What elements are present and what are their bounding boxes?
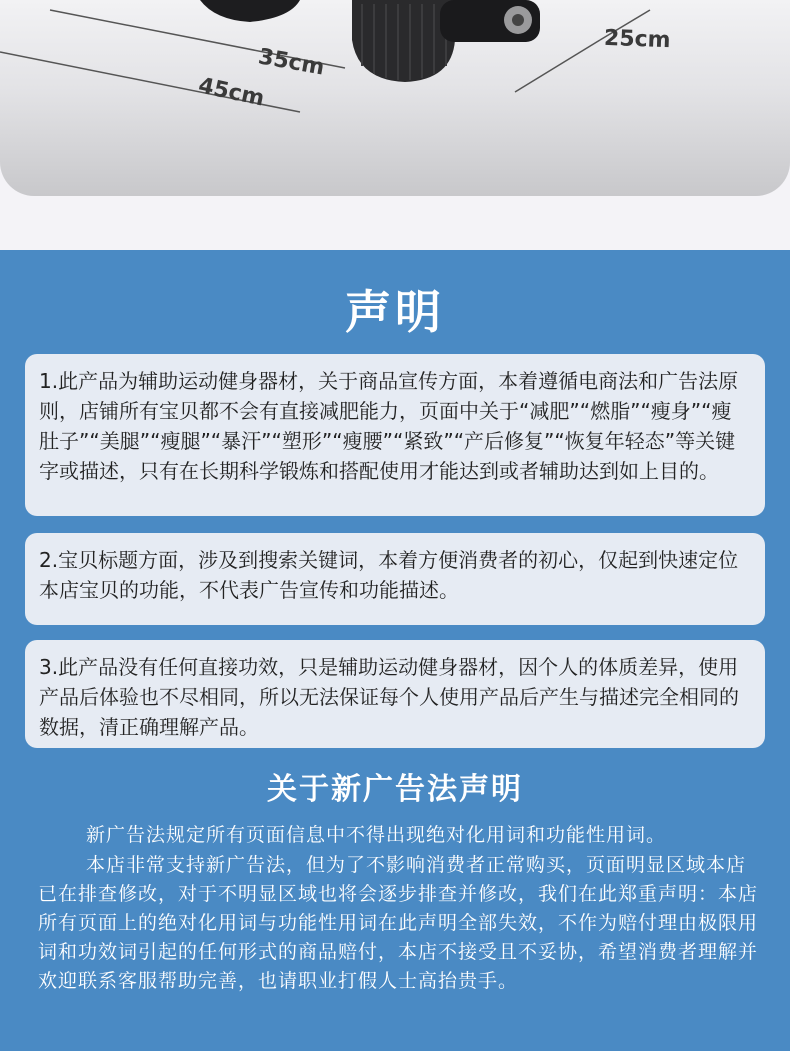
dimension-label-25cm: 25cm	[603, 25, 672, 54]
dimension-label-45cm: 45cm	[196, 73, 267, 112]
ad-law-paragraph-1: 新广告法规定所有页面信息中不得出现绝对化用词和功能性用词。	[86, 824, 667, 846]
ab-roller-illustration	[0, 0, 790, 196]
product-image-section	[0, 0, 790, 250]
ad-law-title: 关于新广告法声明	[267, 772, 523, 807]
declaration-item-2: 2.宝贝标题方面，涉及到搜索关键词，本着方便消费者的初心，仅起到快速定位本店宝贝的功能，不代表广告宣传和功能描述。	[25, 533, 765, 625]
ad-law-paragraph-2: 本店非常支持新广告法，但为了不影响消费者正常购买，页面明显区域本店已在排查修改，对于不明显区域也将会逐步排查并修改，我们在此郑重声明：本店所有页面上的绝对化用词与功能性用词在此声明全部失效，不作为赔付理由极限用词和功效词引起的任何形式的商品赔付，本店不接受且不妥协，希望消费者理解并欢迎联系客服帮助完善，也请职业打假人士高抬贵手。	[38, 854, 759, 992]
declaration-item-3: 3.此产品没有任何直接功效，只是辅助运动健身器材，因个人的体质差异，使用产品后体验也不尽相同，所以无法保证每个人使用产品后产生与描述完全相同的数据，清正确理解产品。	[25, 640, 765, 748]
dimension-label-35cm: 35cm	[256, 44, 327, 81]
declaration-panel	[0, 250, 790, 1051]
declaration-item-1: 1.此产品为辅助运动健身器材，关于商品宣传方面，本着遵循电商法和广告法原则，店铺所有宝贝都不会有直接减肥能力，页面中关于“减肥”“燃脂”“瘦身”“瘦肚子”“美腿”“瘦腿”“暴汗”“塑形”“瘦腰”“紧致”“产后修复”“恢复年轻态”等关键字或描述，只有在长期科学锻炼和搭配使用才能达到或者辅助达到如上目的。	[25, 354, 765, 516]
product-photo	[0, 0, 790, 196]
declaration-title: 声明	[345, 285, 445, 339]
